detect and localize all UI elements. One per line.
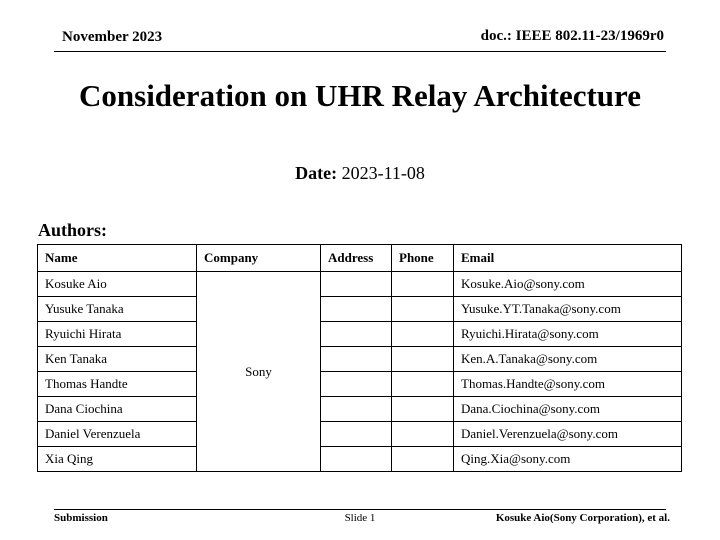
author-name: Daniel Verenzuela <box>38 422 197 447</box>
table-row <box>38 297 682 322</box>
author-name: Kosuke Aio <box>38 272 197 297</box>
slide-title: Consideration on UHR Relay Architecture <box>79 78 641 113</box>
author-email: Dana.Ciochina@sony.com <box>454 397 682 422</box>
column-header-name: Name <box>38 245 197 272</box>
column-header-email: Email <box>454 245 682 272</box>
column-header-phone: Phone <box>392 245 454 272</box>
author-name: Ken Tanaka <box>38 347 197 372</box>
author-address <box>321 322 392 347</box>
author-address <box>321 447 392 472</box>
header-date: November 2023 <box>62 29 163 45</box>
table-row <box>38 347 682 372</box>
author-phone <box>392 372 454 397</box>
footer-author: Kosuke Aio(Sony Corporation), et al. <box>495 512 670 524</box>
column-header-address: Address <box>321 245 392 272</box>
author-name: Dana Ciochina <box>38 397 197 422</box>
footer-slide-number: Slide 1 <box>344 512 376 524</box>
date-label: Date: <box>295 163 338 183</box>
authors-table <box>37 244 682 472</box>
author-phone <box>392 422 454 447</box>
author-email: Daniel.Verenzuela@sony.com <box>454 422 682 447</box>
header-doc-id: doc.: IEEE 802.11-23/1969r0 <box>480 28 664 44</box>
column-header-company: Company <box>197 245 321 272</box>
author-phone <box>392 272 454 297</box>
header-divider <box>54 51 666 52</box>
author-phone <box>392 297 454 322</box>
author-phone <box>392 447 454 472</box>
table-row <box>38 397 682 422</box>
author-address <box>321 297 392 322</box>
author-address <box>321 272 392 297</box>
author-email: Ryuichi.Hirata@sony.com <box>454 322 682 347</box>
footer-divider <box>54 509 666 510</box>
author-email: Yusuke.YT.Tanaka@sony.com <box>454 297 682 322</box>
author-address <box>321 372 392 397</box>
table-row <box>38 372 682 397</box>
author-email: Qing.Xia@sony.com <box>454 447 682 472</box>
footer-submission: Submission <box>54 512 108 524</box>
table-header-row <box>38 245 682 272</box>
table-row <box>38 447 682 472</box>
author-name: Yusuke Tanaka <box>38 297 197 322</box>
author-name: Thomas Handte <box>38 372 197 397</box>
date-value: 2023-11-08 <box>341 163 425 183</box>
author-email: Thomas.Handte@sony.com <box>454 372 682 397</box>
author-phone <box>392 322 454 347</box>
author-name: Xia Qing <box>38 447 197 472</box>
author-phone <box>392 397 454 422</box>
table-row <box>38 322 682 347</box>
author-email: Ken.A.Tanaka@sony.com <box>454 347 682 372</box>
table-row <box>38 272 682 297</box>
author-phone <box>392 347 454 372</box>
author-address <box>321 422 392 447</box>
authors-heading: Authors: <box>38 220 108 240</box>
author-name: Ryuichi Hirata <box>38 322 197 347</box>
company-cell: Sony <box>197 272 321 472</box>
date-line <box>0 163 720 184</box>
author-address <box>321 347 392 372</box>
table-row <box>38 422 682 447</box>
author-email: Kosuke.Aio@sony.com <box>454 272 682 297</box>
author-address <box>321 397 392 422</box>
